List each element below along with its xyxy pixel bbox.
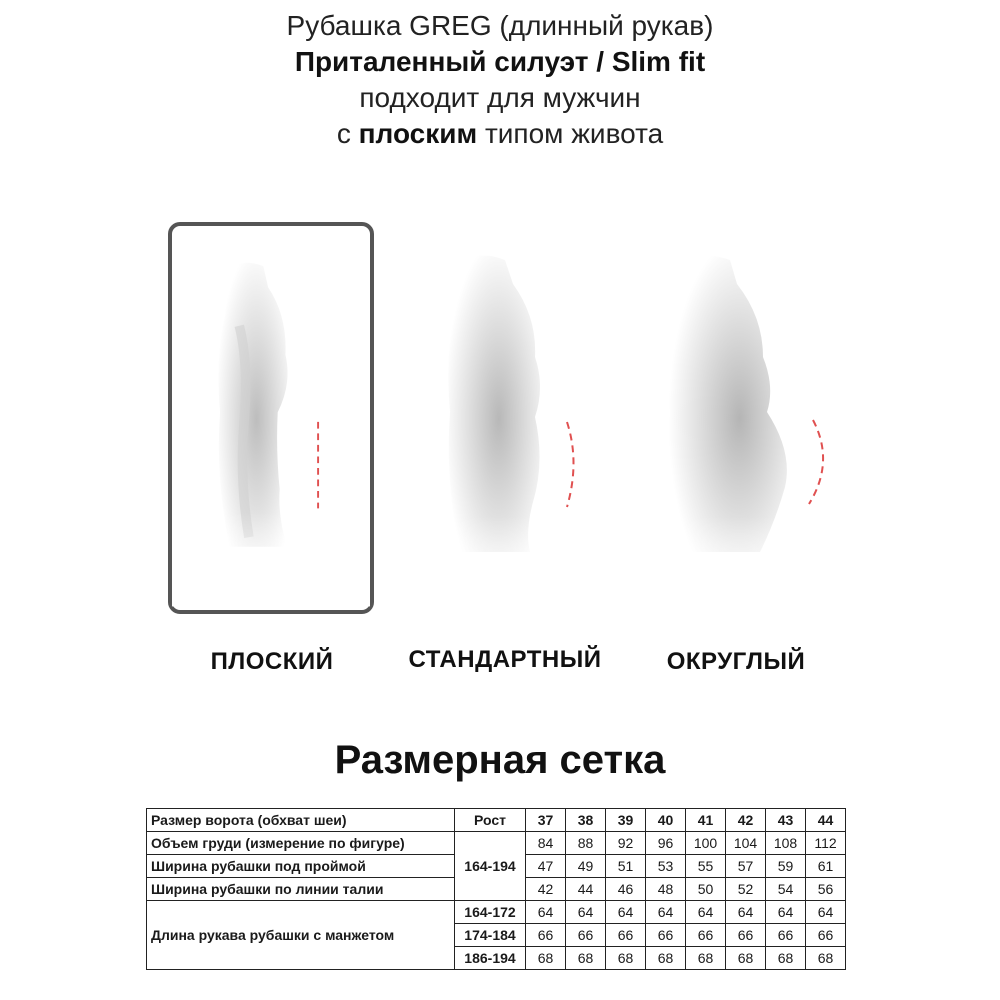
belly-type-description: [0, 116, 1000, 152]
sleeve-label: Длина рукава рубашки с манжетом: [147, 901, 455, 970]
row-label: Объем груди (измерение по фигуре): [147, 832, 455, 855]
table-cell: 68: [726, 947, 766, 970]
table-cell: 53: [646, 855, 686, 878]
table-cell: 49: [566, 855, 606, 878]
height-header: Рост: [455, 809, 526, 832]
table-cell: 68: [566, 947, 606, 970]
table-cell: 88: [566, 832, 606, 855]
table-cell: 66: [606, 924, 646, 947]
body-type-flat-card[interactable]: [168, 222, 374, 614]
table-cell: 84: [526, 832, 566, 855]
table-cell: 68: [686, 947, 726, 970]
table-cell: 68: [646, 947, 686, 970]
table-row: [147, 901, 846, 924]
table-cell: 68: [766, 947, 806, 970]
table-cell: 108: [766, 832, 806, 855]
table-cell: 47: [526, 855, 566, 878]
table-cell: 66: [646, 924, 686, 947]
collar-label: Размер ворота (обхват шеи): [147, 809, 455, 832]
header: [0, 8, 1000, 152]
table-cell: 57: [726, 855, 766, 878]
table-cell: 66: [766, 924, 806, 947]
body-type-standard-label: СТАНДАРТНЫЙ: [408, 646, 602, 673]
belly-type-bold: плоским: [358, 118, 478, 149]
sleeve-height-cell: 174-184: [455, 924, 526, 947]
fit-title: Приталенный силуэт / Slim fit: [294, 46, 706, 77]
size-header: 39: [606, 809, 646, 832]
table-cell: 66: [566, 924, 606, 947]
table-cell: 59: [766, 855, 806, 878]
table-cell: 66: [686, 924, 726, 947]
round-torso-image: [625, 222, 831, 614]
table-cell: 96: [646, 832, 686, 855]
body-type-round-card[interactable]: [625, 222, 831, 614]
table-cell: 64: [686, 901, 726, 924]
table-cell: 50: [686, 878, 726, 901]
table-cell: 64: [646, 901, 686, 924]
table-cell: 112: [806, 832, 846, 855]
sleeve-height-cell: 164-172: [455, 901, 526, 924]
table-cell: 104: [726, 832, 766, 855]
table-cell: 61: [806, 855, 846, 878]
table-cell: 64: [726, 901, 766, 924]
belly-prefix: с: [336, 118, 351, 149]
table-cell: 66: [726, 924, 766, 947]
size-header: 37: [526, 809, 566, 832]
table-cell: 56: [806, 878, 846, 901]
row-label: Ширина рубашки по линии талии: [147, 878, 455, 901]
table-cell: 64: [806, 901, 846, 924]
table-cell: 48: [646, 878, 686, 901]
table-cell: 68: [606, 947, 646, 970]
table-row: [147, 832, 846, 855]
size-header: 38: [566, 809, 606, 832]
size-chart-title: Размерная сетка: [334, 738, 666, 782]
flat-torso-image: [172, 226, 370, 610]
size-header: 43: [766, 809, 806, 832]
standard-torso-image: [405, 222, 611, 614]
table-cell: 44: [566, 878, 606, 901]
table-cell: 42: [526, 878, 566, 901]
table-cell: 64: [566, 901, 606, 924]
size-table: [146, 808, 846, 970]
product-title: Рубашка GREG (длинный рукав): [286, 10, 714, 41]
table-cell: 51: [606, 855, 646, 878]
table-cell: 55: [686, 855, 726, 878]
table-cell: 66: [806, 924, 846, 947]
row-label: Ширина рубашки под проймой: [147, 855, 455, 878]
table-cell: 92: [606, 832, 646, 855]
table-cell: 54: [766, 878, 806, 901]
size-header: 41: [686, 809, 726, 832]
size-header: 44: [806, 809, 846, 832]
table-cell: 46: [606, 878, 646, 901]
table-cell: 68: [526, 947, 566, 970]
body-type-standard-card[interactable]: [405, 222, 611, 614]
table-cell: 64: [606, 901, 646, 924]
table-cell: 66: [526, 924, 566, 947]
belly-suffix: типом живота: [484, 118, 664, 149]
table-cell: 64: [526, 901, 566, 924]
table-cell: 52: [726, 878, 766, 901]
body-type-flat-label: ПЛОСКИЙ: [210, 648, 334, 675]
fit-description: подходит для мужчин: [359, 82, 641, 113]
height-range-cell: 164-194: [455, 832, 526, 901]
size-header: 42: [726, 809, 766, 832]
table-cell: 68: [806, 947, 846, 970]
sleeve-height-cell: 186-194: [455, 947, 526, 970]
table-cell: 64: [766, 901, 806, 924]
body-type-round-label: ОКРУГЛЫЙ: [666, 648, 806, 675]
table-cell: 100: [686, 832, 726, 855]
size-header: 40: [646, 809, 686, 832]
table-header-row: [147, 809, 846, 832]
